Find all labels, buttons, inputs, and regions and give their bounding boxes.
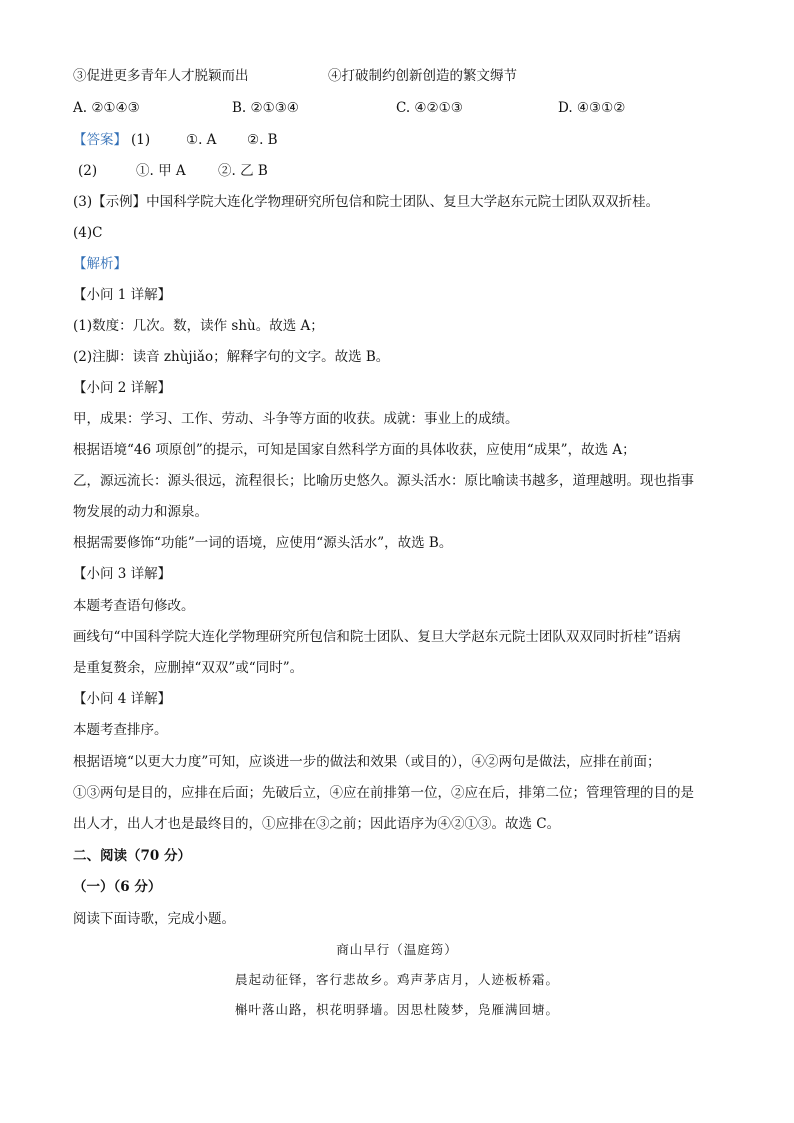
answer-1-part-2: ②. B	[247, 132, 278, 148]
poem-line-1: 晨起动征铎，客行悲故乡。鸡声茅店月，人迹板桥霜。	[234, 972, 559, 987]
subquestion-2-line: 物发展的动力和源泉。	[73, 504, 208, 520]
subquestion-1-line: (1)数度：几次。数，读作 shù。故选 A；	[73, 318, 324, 334]
subquestion-3-line: 本题考查语句修改。	[73, 598, 195, 614]
sentence-item-4: ④打破制约创新创造的繁文缛节	[328, 68, 517, 84]
subquestion-3-line: 是重复赘余，应删掉“双双”或“同时”。	[73, 660, 304, 676]
subquestion-2-line: 根据语境“46 项原创”的提示，可知是国家自然科学方面的具体收获，应使用“成果”，故选 A；	[73, 442, 636, 458]
answer-3: (3)【示例】中国科学院大连化学物理研究所包信和院士团队、复旦大学赵东元院士团队双双折桂。	[73, 194, 660, 210]
section-heading: 二、阅读（70 分）	[73, 848, 191, 864]
option-c: C. ④②①③	[396, 100, 463, 116]
answer-1-prefix: (1)	[131, 132, 151, 148]
subquestion-3-title: 【小问 3 详解】	[73, 566, 172, 582]
answer-4: (4)C	[73, 225, 103, 241]
answer-2-part-2: ②. 乙 B	[218, 163, 268, 179]
subquestion-2-line: 根据需要修饰“功能”一词的语境，应使用“源头活水”，故选 B。	[73, 535, 453, 551]
option-d: D. ④③①②	[558, 100, 626, 116]
answer-2-prefix: (2)	[78, 163, 98, 179]
subquestion-1-line: (2)注脚：读音 zhùjiǎo；解释字句的文字。故选 B。	[73, 349, 390, 365]
option-a: A. ②①④③	[73, 100, 140, 116]
answer-1-part-1: ①. A	[186, 132, 217, 148]
option-b: B. ②①③④	[232, 100, 299, 116]
subquestion-4-line: 本题考查排序。	[73, 722, 168, 738]
analysis-tag: 【解析】	[73, 256, 127, 272]
subquestion-4-line: 根据语境“以更大力度”可知，应谈进一步的做法和效果（或目的），④②两句是做法，应排在前面；	[73, 754, 661, 770]
answer-2-part-1: ①. 甲 A	[136, 163, 186, 179]
subquestion-2-line: 甲，成果：学习、工作、劳动、斗争等方面的收获。成就：事业上的成绩。	[73, 411, 519, 427]
poem-line-2: 槲叶落山路，枳花明驿墙。因思杜陵梦，凫雁满回塘。	[234, 1002, 559, 1017]
subquestion-3-line: 画线句“中国科学院大连化学物理研究所包信和院士团队、复旦大学赵东元院士团队双双同时折桂”语病	[73, 629, 681, 645]
subquestion-1-title: 【小问 1 详解】	[73, 287, 172, 303]
sentence-item-3: ③促进更多青年人才脱颖而出	[73, 68, 249, 84]
poem-title: 商山早行（温庭筠）	[336, 942, 458, 957]
subquestion-4-line: 出人才，出人才也是最终目的，①应排在③之前；因此语序为④②①③。故选 C。	[73, 816, 561, 832]
subsection-heading: （一）（6 分）	[73, 879, 162, 895]
reading-instruction: 阅读下面诗歌，完成小题。	[73, 911, 235, 927]
subquestion-4-line: ①③两句是目的，应排在后面；先破后立，④应在前排第一位，②应在后，排第二位；管理管理的目的是	[73, 785, 694, 801]
answer-tag: 【答案】	[73, 132, 127, 148]
subquestion-4-title: 【小问 4 详解】	[73, 691, 172, 707]
subquestion-2-title: 【小问 2 详解】	[73, 380, 172, 396]
subquestion-2-line: 乙，源远流长：源头很远，流程很长；比喻历史悠久。源头活水：原比喻读书越多，道理越明。现也指事	[73, 473, 694, 489]
